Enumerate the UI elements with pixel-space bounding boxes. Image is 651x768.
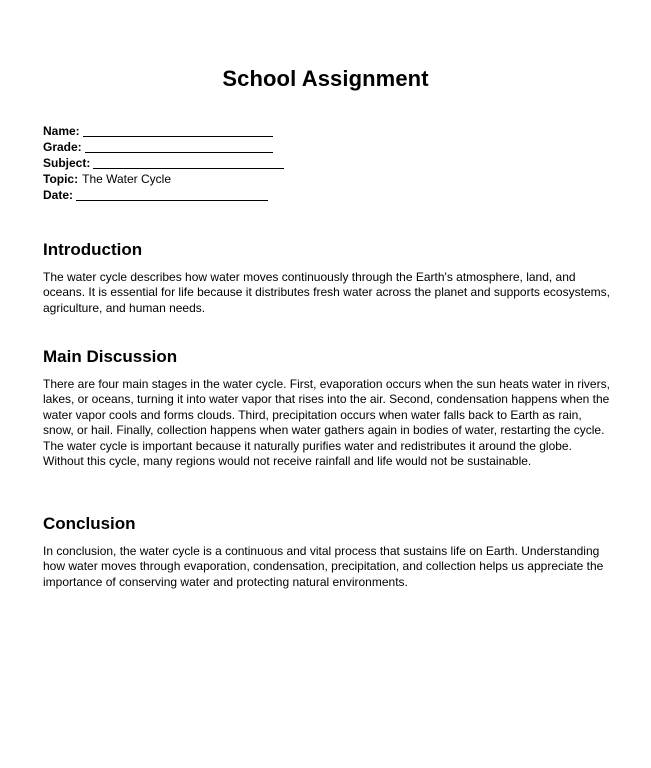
field-date-label: Date:	[43, 188, 74, 202]
field-grade-label: Grade:	[43, 140, 82, 154]
field-name-blank-line	[83, 125, 273, 137]
section-main-discussion	[43, 347, 611, 469]
field-topic	[43, 171, 284, 187]
field-subject-blank-line	[93, 157, 284, 169]
field-topic-value: The Water Cycle	[82, 172, 172, 186]
section-heading-main-discussion: Main Discussion	[43, 347, 178, 366]
field-date	[43, 187, 284, 203]
field-subject	[43, 155, 284, 171]
document-title: School Assignment	[222, 66, 429, 91]
section-body-main-discussion: There are four main stages in the water cycle. First, evaporation occurs when the sun heats water in rivers, lakes, or oceans, turning it into water vapor that rises into the air. Second, condensation happens when the water vapor cools and forms clouds. Third, precipitation occurs when water falls back to Earth as rain, snow, or hail. Finally, collection happens when water gathers again in bodies of water, restarting the cycle. The water cycle is important because it naturally purifies water and redistributes it around the globe. Without this cycle, many regions would not receive rainfall and life would not be sustainable.	[43, 377, 610, 469]
field-grade-blank-line	[85, 141, 273, 153]
section-body-conclusion: In conclusion, the water cycle is a continuous and vital process that sustains life on Earth. Understanding how water moves through evaporation, condensation, precipitation, and collection helps us appreciate the importance of conserving water and protecting natural environments.	[43, 544, 604, 589]
field-topic-label: Topic:	[43, 172, 79, 186]
field-name	[43, 123, 284, 139]
section-introduction	[43, 240, 611, 316]
section-heading-conclusion: Conclusion	[43, 514, 136, 533]
header-fields	[43, 123, 284, 203]
field-subject-label: Subject:	[43, 156, 91, 170]
section-body-introduction: The water cycle describes how water moves continuously through the Earth's atmosphere, land, and oceans. It is essential for life because it distributes fresh water across the planet and supports ecosystems, agriculture, and human needs.	[43, 270, 610, 315]
field-name-label: Name:	[43, 124, 80, 138]
field-date-blank-line	[76, 189, 268, 201]
section-conclusion	[43, 514, 611, 590]
field-grade	[43, 139, 284, 155]
section-heading-introduction: Introduction	[43, 240, 143, 259]
